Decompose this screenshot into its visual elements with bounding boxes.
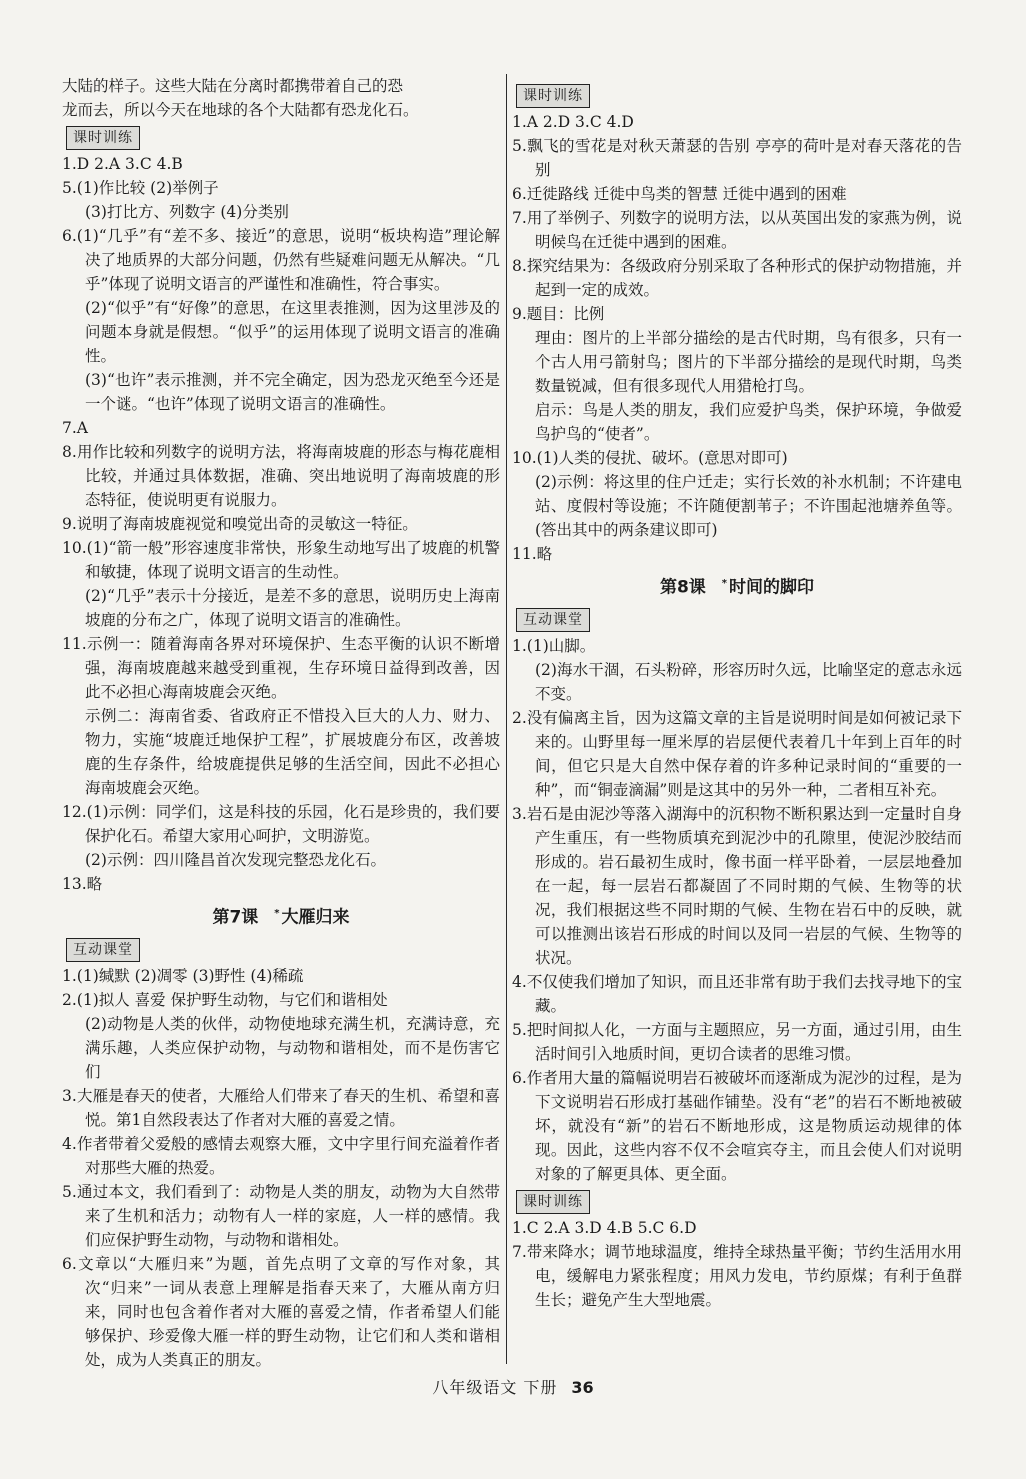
answer-sub: 理由：图片的上半部分描绘的是古代时期，鸟有很多，只有一个古人用弓箭射鸟；图片的下半部分描绘的是现代时期，鸟类数量锐减，但有很多现代人用猎枪打鸟。 — [535, 329, 962, 395]
answer-item: 12.(1)示例：同学们，这是科技的乐园，化石是珍贵的，我们要保护化石。希望大家用心呵护，文明游览。 — [62, 803, 500, 845]
answer-item: 7.A — [62, 419, 88, 437]
right-column — [512, 74, 962, 1312]
answer-item: 2.没有偏离主旨，因为这篇文章的主旨是说明时间是如何被记录下来的。山野里每一厘米厚的岩层便代表着几十年到上百年的时间，但它只是大自然中保存着的许多种记录时间的“重要的一种”，而“铜壶滴漏”则是这其中的另外一种，二者相互补充。 — [512, 708, 962, 799]
answer-item: 2.(1)拟人 喜爱 保护野生动物，与它们和谐相处 — [62, 990, 388, 1009]
section-tag-interactive: 互动课堂 — [516, 608, 590, 632]
answer-item: 1.D 2.A 3.C 4.B — [62, 155, 183, 173]
lesson-7-heading — [62, 902, 500, 930]
answer-item: 9.题目：比例 — [512, 305, 605, 323]
answer-item: 8.探究结果为：各级政府分别采取了各种形式的保护动物措施，并起到一定的成效。 — [512, 257, 962, 299]
lesson-7-number: 第7课 — [212, 907, 259, 928]
answer-item: 6.文章以“大雁归来”为题，首先点明了文章的写作对象，其次“归来”一词从表意上理解是指春天来了，大雁从南方归来，同时也包含着作者对大雁的喜爱之情，作者希望人们能够保护、珍爱像大雁一样的野生动物，让它们和人类和谐相处，成为人类真正的朋友。 — [62, 1254, 500, 1369]
answer-sub: (2)“几乎”表示十分接近，是差不多的意思，说明历史上海南坡鹿的分布之广，体现了说明文语言的准确性。 — [85, 587, 500, 629]
answer-item: 4.作者带着父爱般的感情去观察大雁，文中字里行间充溢着作者对那些大雁的热爱。 — [62, 1134, 500, 1177]
page-number: 36 — [571, 1378, 594, 1397]
answer-item: 5.飘飞的雪花是对秋天萧瑟的告别 亭亭的荷叶是对春天落花的告别 — [512, 137, 962, 179]
answer-item: 13.略 — [62, 875, 103, 893]
answer-sub: (2)动物是人类的伙伴，动物使地球充满生机，充满诗意，充满乐趣，人类应保护动物，与动物和谐相处，而不是伤害它们 — [85, 1014, 500, 1081]
page-footer — [0, 1376, 1026, 1400]
left-column — [62, 74, 500, 1372]
answer-item: 4.不仅使我们增加了知识，而且还非常有助于我们去找寻地下的宝藏。 — [512, 972, 962, 1015]
section-tag-practice: 课时训练 — [516, 1190, 590, 1214]
answer-sub: (2)海水干涸，石头粉碎，形容历时久远，比喻坚定的意志永远不变。 — [535, 660, 962, 703]
answer-item: 1.A 2.D 3.C 4.D — [512, 113, 634, 131]
star-icon: * — [721, 578, 728, 589]
answer-sub: (3)打比方、列数字 (4)分类别 — [85, 203, 289, 221]
answer-item: 3.大雁是春天的使者，大雁给人们带来了春天的生机、希望和喜悦。第1自然段表达了作者对大雁的喜爱之情。 — [62, 1086, 500, 1129]
answer-item: 3.岩石是由泥沙等落入湖海中的沉积物不断积累达到一定量时自身产生重压，有一些物质填充到泥沙中的孔隙里，使泥沙胶结而形成的。岩石最初生成时，像书面一样平卧着，一层层地叠加在一起，每一层岩石都凝固了不同时期的气候、生物等的状况，我们根据这些不同时期的气候、生物在岩石中的反映，就可以推测出该岩石形成的时间以及同一岩层的气候、生物等的状况。 — [512, 804, 962, 967]
answer-item: 8.用作比较和列数字的说明方法，将海南坡鹿的形态与梅花鹿相比较，并通过具体数据，准确、突出地说明了海南坡鹿的形态特征，使说明更有说服力。 — [62, 443, 500, 509]
answer-sub: 示例二：海南省委、省政府正不惜投入巨大的人力、财力、物力，实施“坡鹿迁地保护工程”，扩展坡鹿分布区，改善坡鹿的生存条件，给坡鹿提供足够的生活空间，因此不必担心海南坡鹿会灭绝。 — [85, 707, 500, 797]
answer-item: 9.说明了海南坡鹿视觉和嗅觉出奇的灵敏这一特征。 — [62, 515, 418, 533]
answer-item: 11.示例一：随着海南各界对环境保护、生态平衡的认识不断增强，海南坡鹿越来越受到重视，生存环境日益得到改善，因此不必担心海南坡鹿会灭绝。 — [62, 635, 500, 701]
lesson-8-heading — [512, 572, 962, 600]
answer-item: 5.把时间拟人化，一方面与主题照应，另一方面，通过引用，由生活时间引入地质时间，更切合读者的思维习惯。 — [512, 1020, 962, 1063]
answer-item: 6.作者用大量的篇幅说明岩石被破坏而逐渐成为泥沙的过程，是为下文说明岩石形成打基础作铺垫。没有“老”的岩石不断地被破坏，就没有“新”的岩石不断地形成，这是物质运动规律的体现。因此，这些内容不仅不会喧宾夺主，而且会使人们对说明对象的了解更具体、更全面。 — [512, 1068, 962, 1183]
star-icon: * — [274, 908, 280, 919]
answer-sub: (2)“似乎”有“好像”的意思，在这里表推测，因为这里涉及的问题本身就是假想。“似乎”的运用体现了说明文语言的准确性。 — [85, 299, 500, 365]
section-tag-practice: 课时训练 — [66, 126, 140, 150]
answer-item: 5.(1)作比较 (2)举例子 — [62, 179, 219, 197]
book-name: 八年级语文 下册 — [432, 1378, 558, 1397]
answer-item: 11.略 — [512, 545, 553, 563]
answer-item: 10.(1)人类的侵扰、破坏。(意思对即可) — [512, 449, 788, 467]
lesson-8-title: 时间的脚印 — [729, 577, 815, 598]
lesson-7-title: 大雁归来 — [281, 907, 350, 928]
answer-item: 5.通过本文，我们看到了：动物是人类的朋友，动物为大自然带来了生机和活力；动物有人一样的家庭，人一样的感情。我们应保护野生动物，与动物和谐相处。 — [62, 1182, 500, 1249]
lesson-8-number: 第8课 — [659, 577, 706, 598]
intro-line-1: 大陆的样子。这些大陆在分离时都携带着自己的恐 — [62, 77, 404, 95]
answer-item: 6.(1)“几乎”有“差不多、接近”的意思，说明“板块构造”理论解决了地质界的大部分问题，仍然有些疑难问题无从解决。“几乎”体现了说明文语言的严谨性和准确性，符合事实。 — [62, 227, 500, 293]
answer-sub: 启示：鸟是人类的朋友，我们应爱护鸟类，保护环境，争做爱鸟护鸟的“使者”。 — [535, 401, 962, 443]
answer-item: 10.(1)“箭一般”形容速度非常快，形象生动地写出了坡鹿的机警和敏捷，体现了说明文语言的生动性。 — [62, 539, 500, 581]
section-tag-practice: 课时训练 — [516, 84, 590, 108]
column-divider — [506, 74, 507, 1364]
answer-item: 1.(1)山脚。 — [512, 636, 596, 655]
answer-item: 7.用了举例子、列数字的说明方法，以从英国出发的家燕为例，说明候鸟在迁徙中遇到的困难。 — [512, 209, 962, 251]
answer-item: 7.带来降水；调节地球温度，维持全球热量平衡；节约生活用水用电，缓解电力紧张程度；用风力发电，节约原煤；有利于鱼群生长；避免产生大型地震。 — [512, 1242, 962, 1309]
answer-sub: (3)“也许”表示推测，并不完全确定，因为恐龙灭绝至今还是一个谜。“也许”体现了说明文语言的准确性。 — [85, 371, 500, 413]
answer-sub: (2)示例：将这里的住户迁走；实行长效的补水机制；不许建电站、度假村等设施；不许随便割苇子；不许围起池塘养鱼等。(答出其中的两条建议即可) — [535, 473, 962, 539]
answer-sub: (2)示例：四川隆昌首次发现完整恐龙化石。 — [85, 851, 386, 869]
section-tag-interactive: 互动课堂 — [66, 938, 140, 962]
answer-item: 1.C 2.A 3.D 4.B 5.C 6.D — [512, 1218, 697, 1237]
intro-line-2: 龙而去，所以今天在地球的各个大陆都有恐龙化石。 — [62, 101, 419, 119]
answer-item: 1.(1)缄默 (2)凋零 (3)野性 (4)稀疏 — [62, 966, 304, 985]
answer-item: 6.迁徙路线 迁徙中鸟类的智慧 迁徙中遇到的困难 — [512, 185, 847, 203]
